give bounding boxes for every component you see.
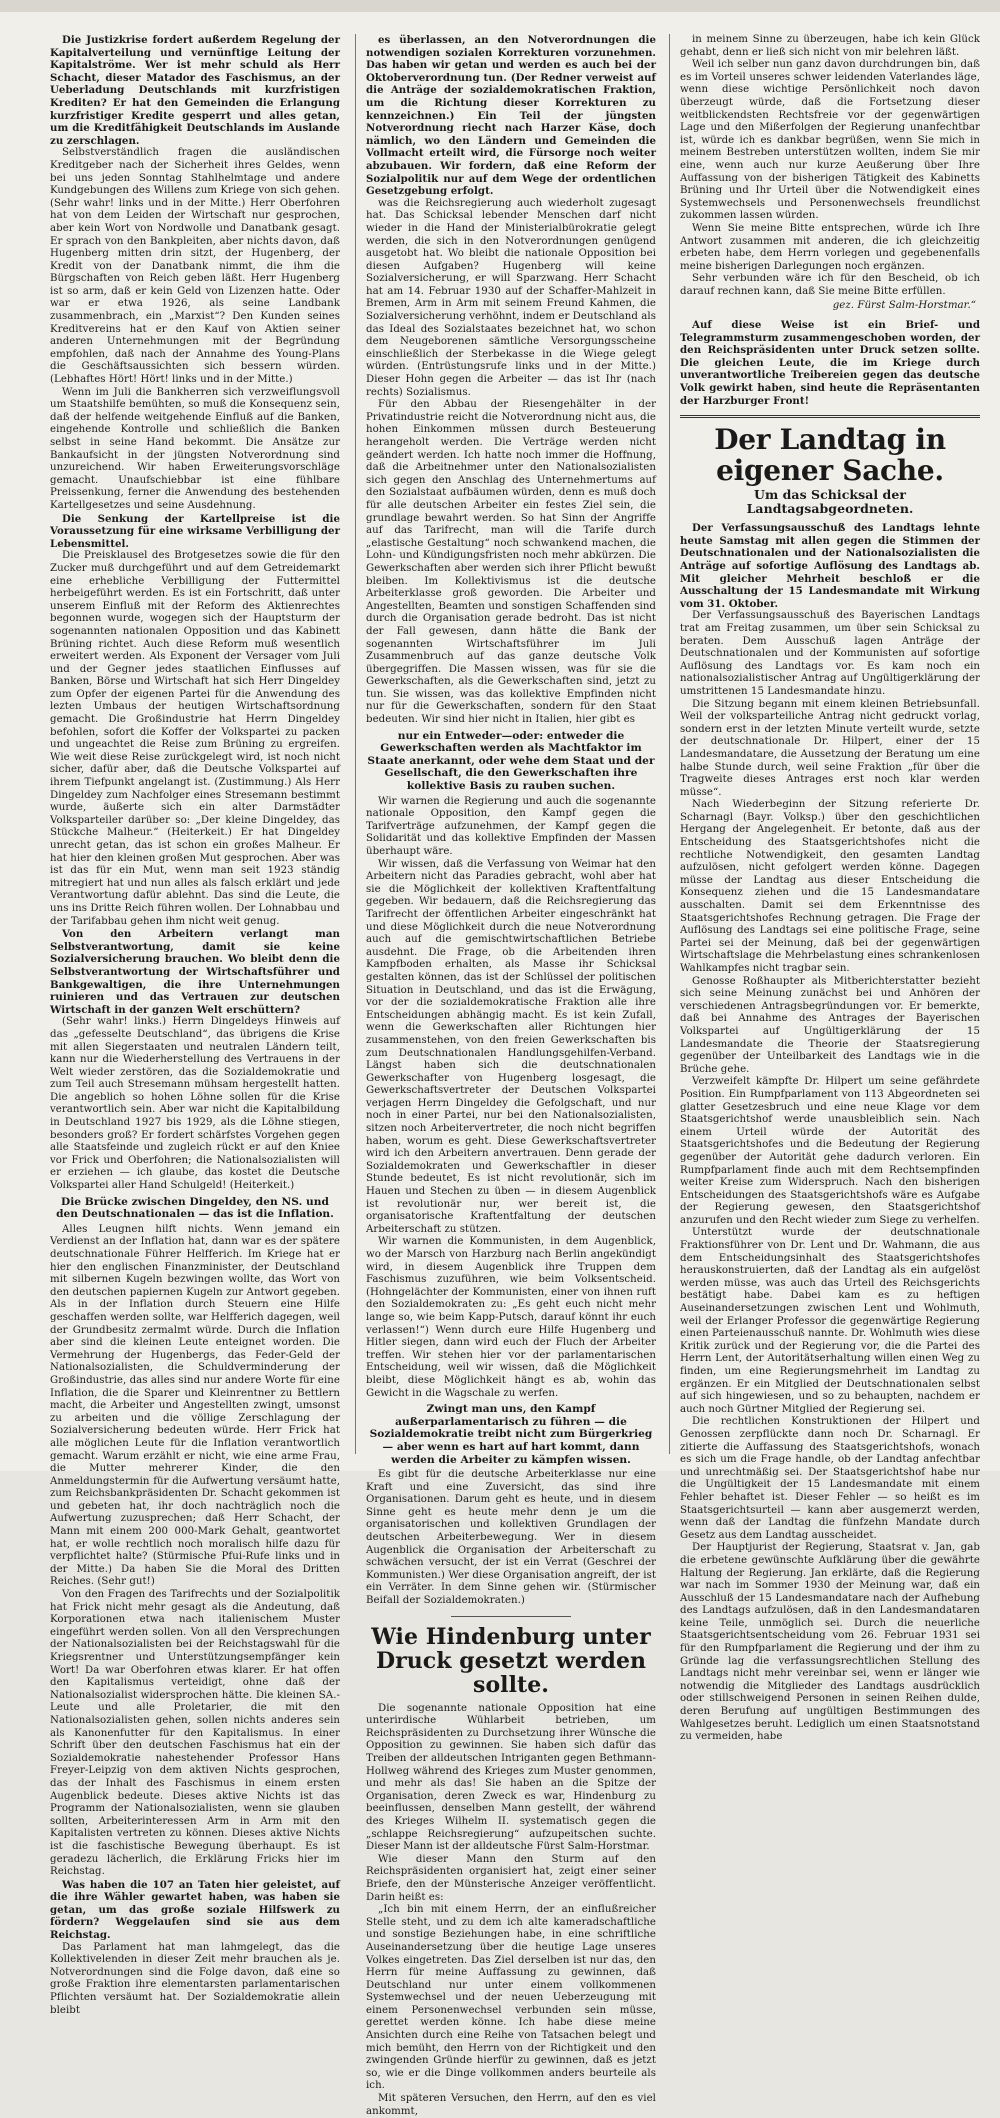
paragraph: Alles Leugnen hilft nichts. Wenn jemand ein Verdienst an der Inflation hat, dann war es der spätere deutschnationale Führer Helfferich. Im Kriege hat er hier den englischen Finanzminister, der Deutschland mit silbernen Kugeln bezwingen wollte, das Wort von den deutschen papiernen Kugeln zur Antwort gegeben. Als in der Inflation durch Steuern eine Hilfe geschaffen werden sollte, war Helfferich dagegen, weil der Grundbesitz zermalmt würde. Durch die Inflation aber sind die kleinen Leute enteignet worden. Die Vermehrung der Hugenbergs, das Feder-Geld der Nationalsozialisten, die Schuldverminderung der Großindustrie, das alles sind nur andere Worte für eine Inflation, die die Sparer und Kleinrentner zu Bettlern macht, die Arbeiter und Angestellten zwingt, umsonst zu arbeiten und die völlige Zerschlagung der Sozialversicherung bedeuten würde. Herr Frick hat alle möglichen Leute für die Inflation verantwortlich gemacht. Warum erzählt er nicht, wie eine arme Frau, die Mutter mehrerer Kinder, die den Anmeldungstermin für die Aufwertung versäumt hatte, zum Reichsbankpräsidenten Dr. Schacht gekommen ist und gebeten hat, ihr doch nachträglich noch die Aufwertung zuzusprechen; daß Herr Schacht, der Mann mit einem 200 000-Mark Gehalt, geantwortet hat, er wolle rechtlich noch moralisch hilfe dazu für verpflichtet halte? (Stürmische Pfui-Rufe links und in der Mitte.) Da haben Sie die Moral des Dritten Reiches. (Sehr gut!) bbox=[50, 1223, 340, 1588]
article-separator bbox=[680, 415, 980, 418]
paragraph: Genosse Roßhaupter als Mitberichterstatter bezieht sich seine Meinung zunächst bei und Anhören der verschiedenen Antragsbegründungen vor. Er bemerkte, daß bei Annahme des Antrages der Bayerischen Volkspartei auf Ungültigerklärung der 15 Landesmandate die Theorie der Staatsregierung gegenüber der Unteilbarkeit des Landtags wie in die Brüche gehe. bbox=[680, 975, 980, 1075]
paragraph: Weil ich selber nun ganz davon durchdrungen bin, daß es im Vorteil unseres schwer leidenden Vaterlandes läge, wenn diese wichtige Persönlichkeit noch davon überzeugt würde, daß die Fortsetzung dieser weitblickendsten Rechtsfreie vor der gegenwärtigen Lage und den Mißerfolgen der Regierung unanfechtbar ist, würde ich es dankbar begrüßen, wenn Sie mich in meinem Bestreben unterstützen wollten, indem Sie mir eine, wenn auch nur kurze Aeußerung über Ihre Auffassung von der bisherigen Tätigkeit des Kabinetts Brüning und Ihr Urteil über die Notwendigkeit eines Systemwechsels und Personenwechsels freundlichst zukommen lassen würden. bbox=[680, 59, 980, 222]
paragraph: Der Hauptjurist der Regierung, Staatsrat v. Jan, gab die erbetene gewünschte Aufklärung über die gewährte Haltung der Regierung. Jan erklärte, daß die Regierung war nach im Sommer 1930 der Meinung war, daß ein Ausschluß der 15 Landesmandatare nach der Aufhebung des Landtags aufzulösen, daß in den Landesmandataren keine Teile, unmöglich sei. Durch die neuerliche Staatsgerichtsentscheidung vom 26. Februar 1931 sei für den Rumpfparlament die Regierung und der ihm zu Gründe lag die verfassungsrechtlichen Stellung des Landtags nicht mehr vereinbar sei, wenn er länger wie notwendig die Mitglieder des Landtags ausdrücklich oder stillschweigend Personen in seinen Reihen dulde, deren Berufung auf ungültigen Bestimmungen des Wahlgesetzes beruht. Lediglich um einen Staatsnotstand zu vermeiden, habe bbox=[680, 1542, 980, 1743]
bold-paragraph: Von den Arbeitern verlangt man Selbstverantwortung, damit sie keine Sozialversicherung brauchen. Wo bleibt denn die Selbstverantwortung der Wirtschaftsführer und Bankgewaltigen, die ihre Unternehmungen ruinieren und das Vertrauen zur deutschen Wirtschaft in der ganzen Welt erschüttern? bbox=[50, 928, 340, 1016]
bold-paragraph: Der Verfassungsausschuß des Landtags lehnte heute Samstag mit allen gegen die Stimmen der Deutschnationalen und der Nationalsozialisten die Anträge auf sofortige Auflösung des Landtags ab. Mit gleicher Mehrheit beschloß er die Ausschaltung der 15 Landesmandate mit Wirkung vom 31. Oktober. bbox=[680, 522, 980, 610]
subheadline-landtag: Um das Schicksal der Landtagsabgeordneten. bbox=[746, 487, 914, 517]
paragraph: Selbstverständlich fragen die ausländischen Kreditgeber nach der Sicherheit ihres Geldes, wenn bei uns jeden Sonntag Stahlhelmtage und andere Kundgebungen des Willens zum Kriege von sich gehen. (Sehr wahr! links und in der Mitte.) Herr Oberfohren hat von dem Leiden der Wirtschaft nur gesprochen, aber kein Wort von Nordwolle und Danatbank gesagt. Er sprach von den Bankpleiten, aber nichts davon, daß Hugenberg mitten drin sitzt, der Hugenberg, der Kredit von der Danatbank nimmt, die ihm die Bürgschaften von Reich geben läßt. Herr Hugenberg ist so arm, daß er kein Geld von Lizenzen hatte. Oder war er etwa 1926, als seine Landbank zusammenbrach, ein „Marxist“? Den Kunden seines Kreditvereins hat er den Kauf von Aktien seiner anderen Unternehmungen mit der Begründung empfohlen, daß nach der Annahme des Young-Plans die Geschäftsaussichten sich bessern würden. (Lebhaftes Hört! Hört! links und in der Mitte.) bbox=[50, 147, 340, 386]
paragraph: Wenn Sie meine Bitte entsprechen, würde ich Ihre Antwort zusammen mit anderen, die ich gleichzeitig erbeten habe, dem Herrn vorlegen und gegebenenfalls meine bisherigen Darlegungen noch ergänzen. bbox=[680, 222, 980, 272]
bold-paragraph: Die Senkung der Kartellpreise ist die Voraussetzung für eine wirksame Verbilligung der Lebensmittel. bbox=[50, 512, 340, 550]
bold-paragraph: Die Justizkrise fordert außerdem Regelung der Kapitalverteilung und vernünftige Leitung der Kapitalströme. Wer ist mehr schuld als Herr Schacht, dieser Matador des Faschismus, an der Ueberladung Deutschlands mit kurzfristigen Krediten? Er hat den Gemeinden die Erlangung kurzfristiger Kredite gesperrt und alles getan, um die Kreditfähigkeit Deutschlands im Auslande zu zerschlagen. bbox=[50, 34, 340, 147]
centered-emphasis: Die Brücke zwischen Dingeldey, den NS. und den Deutschnationalen — das ist die Inflation. bbox=[56, 1195, 334, 1221]
paragraph: Mit späteren Versuchen, den Herrn, auf den es viel ankommt, bbox=[366, 2093, 656, 2117]
column-rule-right bbox=[669, 34, 670, 1454]
paragraph: Wir wissen, daß die Verfassung von Weimar hat den Arbeitern nicht das Paradies gebracht, wohl aber hat sie die Möglichkeit der kollektiven Kraftentfaltung gegeben. Wir bedauern, daß die Reichsregierung das Tarifrecht der öffentlichen Arbeiter eingeschränkt hat und diese Möglichkeit durch die neue Notverordnung auch auf die gemischtwirtschaftlichen Betriebe ausdehnt. Die Frage, ob die Arbeitenden ihren Kampfboden erhalten, als Masse ihr Schicksal gestalten können, das ist der Schlüssel der politischen Situation in Deutschland, und das ist die Erwägung, vor der die sozialdemokratische Fraktion alle ihre Entscheidungen abhängig macht. Es ist kein Zufall, wenn die Gewerkschaften aller Richtungen hier zusammenstehen, von den freien Gewerkschaften bis zum Deutschnationalen Handlungsgehilfen-Verband. Längst haben sich die deutschnationalen Gewerkschafter von Hugenberg losgesagt, die Gewerkschaftsvertreter der Deutschen Volkspartei verjagen Herrn Dingeldey die Gefolgschaft, und nur noch in einer Partei, nur bei den Nationalsozialisten, sitzen noch Arbeitervertreter, die noch nicht begriffen haben, worum es geht. Diese Gewerkschaftsvertreter wird ich den Arbeitern anvertrauen. Denn gerade der Sozialdemokraten und Gewerkschaftler in dieser Stunde bedeutet, Es ist nicht revolutionär, sich im Hauen und Stechen zu üben — in diesem Augenblick ist revolutionär nur, wer bereit ist, die organisatorische Kraftentfaltung der deutschen Arbeiterschaft zu stützen. bbox=[366, 858, 656, 1235]
paragraph: Verzweifelt kämpfte Dr. Hilpert um seine gefährdete Position. Ein Rumpfparlament von 113 Abgeordneten sei glatter Gesetzesbruch und eine neue Klage vor dem Staatsgerichtshof werde unausbleiblich sein. Nach einem Urteil würde der Autorität des Staatsgerichtshofes und die Bedeutung der Regierung gegenüber der Autorität gehe dadurch verloren. Ein Rumpfparlament finde auch mit dem Rechtsempfinden weiter Kreise zum Widerspruch. Nach den bisherigen Entscheidungen des Staatsgerichtshofs wäre es Aufgabe der Regierung gewesen, den Staatsgerichtshof anzurufen und den Recht wieder zum Siege zu verhelfen. bbox=[680, 1076, 980, 1226]
paragraph: Wir warnen die Kommunisten, in dem Augenblick, wo der Marsch von Harzburg nach Berlin angekündigt wird, in diesem Augenblick ihre Truppen dem Faschismus zuzuführen, wie beim Volksentscheid. (Hohngelächter der Kommunisten, einer von ihnen ruft den Sozialdemokraten zu: „Es geht euch nicht mehr lange so, wie beim Kapp-Putsch, darauf könnt ihr euch verlassen!“) Wenn durch eure Hilfe Hugenberg und Hitler siegen, dann wird euch der Fluch der Arbeiter treffen. Wir stehen hier vor der parlamentarischen Entscheidung, weil wir wissen, daß die Möglichkeit bleibt, diese Möglichkeit hängt es ab, wohin das Gewicht in die Wagschale zu werfen. bbox=[366, 1236, 656, 1399]
paragraph: Die rechtlichen Konstruktionen der Hilpert und Genossen zerpflückte dann noch Dr. Scharnagl. Er zitierte die Auffassung des Staatsgerichtshofs, wonach es sich um die Frage handle, ob der Landtag anfechtbar und unrechtmäßig sei. Der Staatsgerichtshof habe nur die Ungültigkeit der 15 Landesmandate mit einem Fehler behaftet ist. Dieser Fehler — so heißt es im Staatsgerichtsurteil — kann aber ausgemerzt werden, wenn daß der Landtag die fünfzehn Mandate durch Gesetz aus dem Landtag ausscheidet. bbox=[680, 1416, 980, 1541]
paragraph: Für den Abbau der Riesengehälter in der Privatindustrie reicht die Notverordnung nicht aus, die hohen Einkommen müssen durch Besteuerung herangeholt werden. Die Verträge werden nicht geändert werden. Ich hatte noch immer die Hoffnung, daß die Arbeitnehmer unter den Nationalsozialisten sich gegen den Anschlag des Unternehmertums auf den Sozialstaat aufbäumen würden, denn es muß doch für alle deutschen Arbeiter ein festes Ziel sein, die grundlage bewahrt werden. So hat Sinn der Angriffe auf das Tarifrecht, man will die Tarife durch „elastische Gestaltung“ noch schwankend machen, die Lohn- und Kündigungsfristen noch mehr abkürzen. Die Gewerkschaften aber werden sich ihrer Pflicht bewußt bleiben. Im Kollektivismus ist die deutsche Arbeiterklasse groß geworden. Die Arbeiter und Angestellten, Beamten und sonstigen Schaffenden sind durch die Organisation gerade bedroht. Das ist nicht der Fall gewesen, dann hätte die Bank der sogenannten Wirtschaftsführer im Juli Zusammenbruch auf das ganze deutsche Volk übergegriffen. Die Massen wissen, was für sie die Gewerkschaften, als die Gewerkschaften sind, jetzt zu tun. Sie wissen, was das kollektive Empfinden nicht nur für die Gewerkschaften, sondern für den Staat bedeuten. Wir sind hier nicht in Italien, hier gibt es bbox=[366, 399, 656, 726]
paragraph: Die Sitzung begann mit einem kleinen Betriebsunfall. Weil der volksparteiliche Antrag nicht gedruckt vorlag, sondern erst in der letzten Minute verteilt wurde, setzte der deutschnationale Dr. Hilpert, einer der 15 Landesmandatare, die Aussetzung der Beratung um eine halbe Stunde durch, weil seine Fraktion „für über die Tragweite dieses Antrages erst noch klar werden müsse“. bbox=[680, 698, 980, 798]
paragraph: in meinem Sinne zu überzeugen, habe ich kein Glück gehabt, denn er ließ sich nicht von mir belehren läßt. bbox=[680, 34, 980, 58]
paragraph: (Sehr wahr! links.) Herrn Dingeldeys Hinweis auf das „gefesselte Deutschland“, das übrigens die Krise mit allen Siegerstaaten und neutralen Ländern teilt, kann nur die Wiederherstellung des Vertrauens in der Welt wieder zerstören, das die Sozialdemokratie und zum Teil auch Stresemann mühsam hergestellt hatten. Die angeblich so hohen Löhne sollen für die Krise verantwortlich sein. Aber war nicht die Kapitalbildung in Deutschland 1927 bis 1929, als die Löhne stiegen, besonders groß? Er fordert schärfstes Vorgehen gegen alle Staatsfeinde und zugleich rückt er auf den Kniee vor Frick und Oberfohren; die Nationalsozialisten will er erziehen — ich glaube, das kostet die Deutsche Volkspartei aller Hand Schulgeld! (Heiterkeit.) bbox=[50, 1016, 340, 1192]
bold-paragraph: Auf diese Weise ist ein Brief- und Telegrammsturm zusammengeschoben worden, der den Reichspräsidenten unter Druck setzen sollte. Die gleichen Leute, die im Kriege durch unverantwortliche Treibereien gegen das deutsche Volk gewirkt haben, sind heute die Repräsentanten der Harzburger Front! bbox=[680, 319, 980, 407]
headline-hindenburg: Wie Hindenburg unter Druck gesetzt werden sollte. bbox=[371, 1623, 651, 1698]
paragraph: Es gibt für die deutsche Arbeiterklasse nur eine Kraft und eine Zuversicht, das sind ihre Organisationen. Darum geht es heute, und in diesem Sinne geht es heute mehr denn je um die organisatorischen und kollektiven Grundlagen der deutschen Arbeiterbewegung. Wer in diesem Augenblick die Organisation der Arbeiterschaft zu schwächen versucht, der ist ein Verrat (Geschrei der Kommunisten.) Wer diese Organisation angreift, der ist ein Verräter. In dem Sinne gehen wir. (Stürmischer Beifall der Sozialdemokraten.) bbox=[366, 1469, 656, 1607]
paragraph: Von den Fragen des Tarifrechts und der Sozialpolitik hat Frick nicht mehr gesagt als die Andeutung, daß Korporationen etwa nach italienischem Muster eingeführt werden sollen. Von all den Versprechungen der Nationalsozialisten bei der Reichstagswahl für die Kriegsrentner und Unterstützungsempfänger kein Wort! Da war Oberfohren etwas klarer. Er hat offen den Kapitalismus verteidigt, ohne daß der Nationalsozialist widersprochen hätte. Die kleinen SA.-Leute und alle Proletarier, die mit den Nationalsozialisten gehen, sollen nichts anderes sein als Kanonenfutter für den Kapitalismus. In einer Schrift über den deutschen Faschismus hat ein der Sozialdemokratie nahestehender Professor Hans Freyer-Leipzig von dem aktiven Nichts gesprochen, das der Inhalt des Faschismus in einem ersten Augenblick bedeute. Dieses aktive Nichts ist das Programm der Nationalsozialisten, wenn sie glauben sollten, Arbeiterinteressen Arm in Arm mit den Kapitalisten vertreten zu können. Dieses aktive Nichts ist die faschistische Bewegung überhaupt. Es ist geradezu lächerlich, die Erklärung Fricks hier im Reichstag. bbox=[50, 1589, 340, 1878]
centered-emphasis: nur ein Entweder—oder: entweder die Gewerkschaften werden als Machtfaktor im Staate anerkannt, oder wehe dem Staat und der Gesellschaft, die den Gewerkschaften ihre kollektive Basis zu rauben suchen. bbox=[367, 729, 655, 793]
paragraph: Sehr verbunden wäre ich für den Bescheid, ob ich darauf rechnen kann, daß Sie meine Bitte erfüllen. bbox=[680, 273, 980, 297]
column-right bbox=[680, 34, 980, 1743]
column-left bbox=[50, 34, 340, 2016]
paragraph: Die sogenannte nationale Opposition hat eine unterirdische Wühlarbeit betrieben, um Reichspräsidenten zu Durchsetzung ihrer Wünsche die Opposition zu gewinnen. Sie haben sich dafür das Treiben der alldeutschen Intriganten gegen Bethmann-Hollweg während des Krieges zum Muster genommen, und mehr als das! Sie haben an die Spitze der Organisation, deren Zweck es war, Hindenburg zu beeinflussen, denselben Mann gestellt, der während des Krieges Wilhelm II. systematisch gegen die „schlappe Reichsregierung“ aufzupeitschen suchte. Dieser Mann ist der alldeutsche Fürst Salm-Horstmar. bbox=[366, 1702, 656, 1853]
column-rule-left bbox=[355, 34, 356, 1454]
headline-landtag: Der Landtag in eigener Sache. bbox=[714, 423, 946, 488]
paragraph: Wenn im Juli die Bankherren sich verzweiflungsvoll um Staatshilfe bemühten, so muß die Konsequenz sein, daß der helfende weitgehende Einfluß auf die Banken, eingehende Kontrolle und schließlich die Banken selbst in seine Hand bekommt. Die Ansätze zur Bankaufsicht in der jüngsten Notverordnung sind unzureichend. Wir haben Erweiterungsvorschläge gemacht. Unaufschiebbar ist eine fühlbare Preissenkung, ferner die Anwendung des bestehenden Kartellgesetzes und seine Ausdehnung. bbox=[50, 386, 340, 511]
letter-continuation bbox=[680, 34, 980, 298]
paragraph: Das Parlament hat man lahmgelegt, das die Kollektivelenden in dieser Zeit mehr brauchen als je. Notverordnungen sind die Folge davon, daß eine so große Fraktion ihre elementarsten parlamentarischen Pflichten versäumt hat. Der Sozialdemokratie allein bleibt bbox=[50, 1941, 340, 2016]
paragraph: Wir warnen die Regierung und auch die sogenannte nationale Opposition, den Kampf gegen die Tarifverträge aufzunehmen, der Kampf gegen die Solidarität und das kollektive Empfinden der Massen überhaupt wäre. bbox=[366, 795, 656, 857]
paragraph: Der Verfassungsausschuß des Bayerischen Landtags trat am Freitag zusammen, um über sein Schicksal zu beraten. Dem Ausschuß lagen Anträge der Deutschnationalen und der Kommunisten auf sofortige Auflösung des Landtags vor. Es kam noch ein nationalsozialistischer Antrag auf Ungültigerklärung der umstrittenen 15 Landesmandate hinzu. bbox=[680, 610, 980, 697]
paragraph: Die Preisklausel des Brotgesetzes sowie die für den Zucker muß durchgeführt und auf dem Getreidemarkt eine erhebliche Verbilligung der Futtermittel herbeigeführt werden. Es ist ein Fortschritt, daß unter unserem Einfluß mit der Reform des Aktienrechtes begonnen wurde, wogegen sich der Hauptsturm der sogenannten nationalen Opposition und das Kabinett Brüning richtet. Auch diese Reform muß wesentlich erweitert werden. Als Exponent der Versager vom Juli und der Gegner jedes staatlichen Einflusses auf Banken, Börse und Wirtschaft hat sich Herr Dingeldey zum Opfer der eigenen Partei für die Anwendung des lezten Umbaus der heutigen Wirtschaftsordnung gemacht. Die Großindustrie hat Herrn Dingeldey befohlen, sofort die Koffer der Volkspartei zu packen und ungeachtet die Reise zum Brüning zu ergreifen. Wie weit diese Reise zurückgelegt wird, ist noch nicht sicher, dafür aber, daß die Deutsche Volkspartei auf ihrem Tiefpunkt angelangt ist. (Zustimmung.) Als Herr Dingeldey zum Nachfolger eines Stresemann bestimmt wurde, äußerte sich ein alter Darmstädter Volksparteiler darüber so: „Der kleine Dingeldey, das Stückche Malheur.“ (Heiterkeit.) Er hat Dingeldey unrecht getan, das ist schon ein großes Malheur. Er hat hier den kleinen großen Mut gesprochen. Aber was ist das für ein Mut, wenn man seit 1923 ständig mitregiert hat und nun alles als falsch erklärt und jede Verantwortung dafür ablehnt. Das sind die Leute, die uns ins Dritte Reich führen wollen. Der Lohnabbau und der Tarifabbau gehen ihm nicht weit genug. bbox=[50, 550, 340, 927]
speech-continuation bbox=[366, 34, 656, 1608]
scan-edge bbox=[0, 0, 1000, 12]
letter-commentary bbox=[680, 319, 980, 407]
paragraph: Nach Wiederbeginn der Sitzung referierte Dr. Scharnagl (Bayr. Volksp.) über den geschichtlichen Hergang der Angelegenheit. Er betonte, daß aus der Entscheidung des Staatsgerichtshofes nicht die rechtliche Notwendigkeit, den gesamten Landtag aufzulösen, nicht gefolgert werden könne. Dagegen müsse der Landtag aus dieser Entscheidung die Konsequenz ziehen und die 15 Landesmandatare ausschalten. Damit sei dem Erkenntnisse des Staatsgerichtshofes Rechnung getragen. Die Frage der Auflösung des Landtags sei eine politische Frage, seine Partei sei der Meinung, daß bei der gegenwärtigen Wirtschaftslage die Mehrbelastung eines schrankenlosen Wahlkampfes nicht tragbar sein. bbox=[680, 799, 980, 974]
centered-emphasis: Zwingt man uns, den Kampf außerparlamentarisch zu führen — die Sozialdemokratie treibt nicht zum Bürgerkrieg — aber wenn es hart auf hart kommt, dann werden die Arbeiter zu kämpfen wissen. bbox=[369, 1403, 653, 1466]
article-hindenburg-body bbox=[366, 1703, 656, 2118]
letter-signature: gez. Fürst Salm-Horstmar.“ bbox=[832, 300, 976, 312]
article-landtag-body bbox=[680, 522, 980, 1744]
paragraph: Wie dieser Mann den Sturm auf den Reichspräsidenten organisiert hat, zeigt einer seiner Briefe, den der Münsterische Anzeiger veröffentlicht. Darin heißt es: bbox=[366, 1853, 656, 1903]
paragraph: „Ich bin mit einem Herrn, der an einflußreicher Stelle steht, und zu dem ich alte kameradschaftliche und sonstige Beziehungen habe, in eine schriftliche Auseinandersetzung über die heutige Lage unseres Volkes eingetreten. Das Ziel derselben ist nur das, den Herrn für meine Auffassung zu gewinnen, daß Deutschland nur unter einem vollkommenen Systemwechsel und der neuen Ueberzeugung mit einem Personenwechsel verbunden sein müsse, gerettet werden könne. Ich habe diese meine Ansichten durch eine Reihe von Tatsachen belegt und mich bemüht, den Herrn von der Richtigkeit und den zwingenden Gründe hierfür zu gewinnen, daß es jetzt so, wie er die Dinge vollkommen anders beurteile als ich. bbox=[366, 1904, 656, 2092]
column-middle bbox=[366, 34, 656, 2117]
article-separator bbox=[451, 1616, 571, 1617]
paragraph: Unterstützt wurde der deutschnationale Fraktionsführer von Dr. Lent und Dr. Wahmann, die aus dem Entscheidungsinhalt des Staatsgerichtshofes herauskonstruierten, daß der Landtag als ein aufgelöst werden müsse, was auch das Urteil des Reichsgerichts bestätigt habe. Dabei kam es zu heftigen Auseinandersetzungen zwischen Lent und Wohlmuth, weil der Erlanger Professor die gegenwärtige Regierung einen Parteienausschuß nannte. Dr. Wohlmuth wies diese Kritik zurück und der Regierung vor, die die Partei des Herrn Lent, der Autoritätserhaltung willen einen Weg zu finden, um eine Regierungsmehrheit im Landtag zu ergänzen. Er ein Mitglied der Deutschnationalen selbst auf sich hingewiesen, und so zu behaupten, nachdem er auch noch Gürtner Mitglied der Regierung sei. bbox=[680, 1227, 980, 1415]
bold-paragraph: Was haben die 107 an Taten hier geleistet, auf die ihre Wähler gewartet haben, was haben sie getan, um das große soziale Hilfswerk zu fördern? Weggelaufen sind sie aus dem Reichstag. bbox=[50, 1878, 340, 1942]
bold-paragraph: es überlassen, an den Notverordnungen die notwendigen sozialen Korrekturen vorzunehmen. Das haben wir getan und werden es auch bei der Oktoberverordnung tun. (Der Redner verweist auf die Anträge der sozialdemokratischen Fraktion, um die Richtung dieser Korrekturen zu kennzeichnen.) Ein Teil der jüngsten Notverordnung riecht nach Harzer Käse, doch nämlich, wo den Ländern und Gemeinden die Vollmacht erteilt wird, die Fürsorge noch weiter abzubauen. Wir fordern, daß eine Reform der Sozialpolitik nur auf dem Wege der ordentlichen Gesetzgebung erfolgt. bbox=[366, 34, 656, 198]
paragraph: was die Reichsregierung auch wiederholt zugesagt hat. Das Schicksal lebender Menschen darf nicht wieder in die Hand der Ministerialbürokratie gelegt werden, die sich in den Notverordnungen genügend ausgetobt hat. Wo bleibt die nationale Opposition bei diesen Aufgaben? Hugenberg will keine Sozialversicherung, er will Sparzwang. Herr Schacht hat am 14. Februar 1930 auf der Schaffer-Mahlzeit in Bremen, Arm in Arm mit seinem Freund Kahmen, die Sozialversicherung verhöhnt, indem er Deutschland als das Ideal des Sozialstaates bezeichnet hat, wo schon dem Neugeborenen sämtliche Versorgungsscheine einschließlich der Sterbekasse in die Wiege gelegt würden. (Entrüstungsrufe links und in der Mitte.) Dieser Hohn gegen die Arbeiter — das ist Ihr (nach rechts) Sozialismus. bbox=[366, 197, 656, 398]
